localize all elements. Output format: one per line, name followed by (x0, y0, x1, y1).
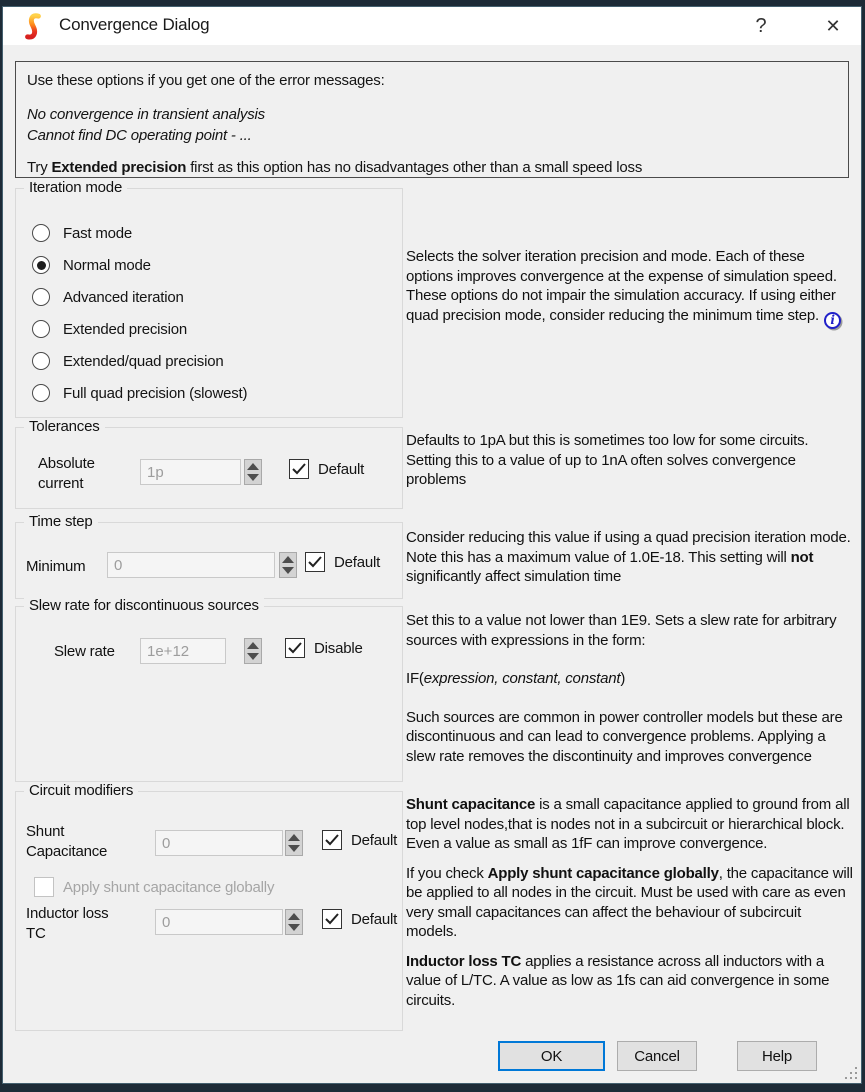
info-icon[interactable]: i (824, 312, 841, 329)
group-title: Tolerances (24, 418, 105, 435)
slew-rate-input (140, 638, 226, 664)
group-title: Time step (24, 513, 98, 530)
error-message-2: Cannot find DC operating point - ... (27, 127, 252, 144)
radio-extended-quad-precision[interactable]: Extended/quad precision (32, 351, 224, 371)
tolerances-default-checkbox[interactable]: Default (289, 459, 364, 479)
checkbox-checked-icon (322, 830, 342, 850)
absolute-current-label: Absolute current (38, 455, 95, 492)
spin-up-icon (288, 913, 300, 920)
ok-button[interactable]: OK (498, 1041, 605, 1071)
radio-icon (32, 224, 50, 242)
info-message-box (15, 61, 849, 178)
circuit-modifiers-description: Shunt capacitance is a small capacitance applied to ground from all top level nodes,that is nodes not in a subcircuit or hierarchical block. Even a value as small as 1fF can improve convergence. If you check Apply shunt capacitance globally, the capacitance will be applied to all nodes in the circuit. Must be used with care as even very small capacitances can affect the behaviour of subcircuit models. Inductor loss TC applies a resistance across all inductors with a value of L/TC. A value as low as 1fs can aid convergence in some circuits. (406, 796, 853, 1009)
cancel-button[interactable]: Cancel (617, 1041, 697, 1071)
slew-rate-spinner (244, 638, 262, 664)
shunt-capacitance-input (155, 830, 283, 856)
checkbox-checked-icon (322, 909, 342, 929)
radio-normal-mode[interactable]: Normal mode (32, 255, 151, 275)
group-title: Circuit modifiers (24, 782, 138, 799)
circuit-modifiers-group (15, 782, 403, 1031)
radio-fast-mode[interactable]: Fast mode (32, 223, 132, 243)
radio-extended-precision[interactable]: Extended precision (32, 319, 187, 339)
title-bar (3, 7, 861, 45)
spin-up-icon (288, 834, 300, 841)
checkbox-checked-icon (289, 459, 309, 479)
inductor-loss-tc-input (155, 909, 283, 935)
radio-icon (32, 352, 50, 370)
slew-rate-group (15, 597, 403, 782)
checkbox-checked-icon (285, 638, 305, 658)
checkbox-unchecked-icon (34, 877, 54, 897)
spin-down-icon (288, 924, 300, 931)
info-line: Use these options if you get one of the error messages: (27, 72, 385, 89)
radio-full-quad-precision[interactable]: Full quad precision (slowest) (32, 383, 247, 403)
radio-icon (32, 320, 50, 338)
absolute-current-spinner (244, 459, 262, 485)
spin-up-icon (282, 556, 294, 563)
slew-rate-label: Slew rate (54, 643, 115, 660)
inductor-loss-tc-label: Inductor loss TC (26, 905, 109, 942)
radio-selected-icon (32, 256, 50, 274)
shunt-capacitance-spinner (285, 830, 303, 856)
slew-rate-description: Set this to a value not lower than 1E9. Sets a slew rate for arbitrary sources with expressions in the form: IF(expression, constant, constant) Such sources are common in power controller models but these are discontinuous and can lead to convergence problems. Applying a slew rate removes the discontinuity and improves convergence (406, 612, 843, 765)
time-step-group (15, 513, 403, 599)
resize-grip[interactable] (845, 1067, 857, 1079)
spin-up-icon (247, 463, 259, 470)
radio-advanced-iteration[interactable]: Advanced iteration (32, 287, 184, 307)
group-title: Iteration mode (24, 179, 127, 196)
iteration-mode-description: Selects the solver iteration precision and mode. Each of these options improves convergence at the expense of simulation speed. These options do not impair the simulation accuracy. If using either quad precision mode, consider reducing the minimum time step. i (406, 247, 853, 329)
help-titlebar-button[interactable]: ? (755, 14, 767, 37)
tolerances-group (15, 418, 403, 509)
iteration-mode-group (15, 179, 403, 418)
spin-down-icon (282, 567, 294, 574)
shunt-default-checkbox[interactable]: Default (322, 830, 397, 850)
window-title: Convergence Dialog (59, 15, 210, 34)
inductor-default-checkbox[interactable]: Default (322, 909, 397, 929)
convergence-dialog (2, 6, 862, 1084)
time-step-description: Consider reducing this value if using a quad precision iteration mode. Note this has a maximum value of 1.0E-18. This setting will not significantly affect simulation time (406, 529, 851, 585)
spin-up-icon (247, 642, 259, 649)
group-title: Slew rate for discontinuous sources (24, 597, 264, 614)
help-button[interactable]: Help (737, 1041, 817, 1071)
inductor-loss-tc-spinner (285, 909, 303, 935)
apply-shunt-globally-checkbox: Apply shunt capacitance globally (34, 877, 274, 897)
simetrix-logo-icon (21, 13, 45, 40)
tolerances-description: Defaults to 1pA but this is sometimes too low for some circuits. Setting this to a value of up to 1nA often solves convergence problems (406, 432, 809, 488)
error-message-1: No convergence in transient analysis (27, 106, 265, 123)
spin-down-icon (247, 653, 259, 660)
spin-down-icon (247, 474, 259, 481)
info-advice-line: Try Extended precision first as this option has no disadvantages other than a small speed loss (27, 159, 643, 176)
close-button[interactable]: ✕ (825, 15, 841, 36)
absolute-current-input (140, 459, 241, 485)
spin-down-icon (288, 845, 300, 852)
minimum-time-step-spinner (279, 552, 297, 578)
shunt-capacitance-label: Shunt Capacitance (26, 823, 108, 860)
radio-icon (32, 288, 50, 306)
time-step-default-checkbox[interactable]: Default (305, 552, 380, 572)
minimum-label: Minimum (26, 558, 86, 575)
checkbox-checked-icon (305, 552, 325, 572)
radio-icon (32, 384, 50, 402)
minimum-time-step-input (107, 552, 275, 578)
slew-rate-disable-checkbox[interactable]: Disable (285, 638, 363, 658)
